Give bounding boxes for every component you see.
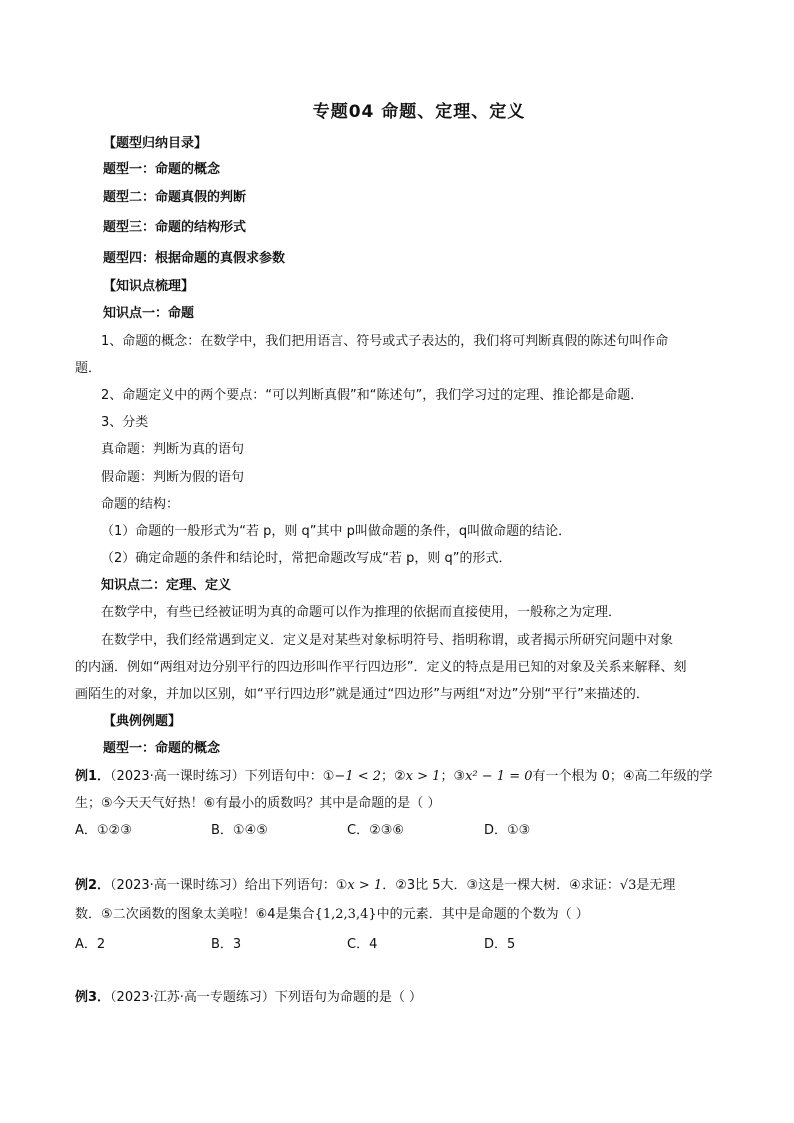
toc-item-1: 题型一：命题的概念 (103, 162, 221, 177)
structure-2: （2）确定命题的条件和结论时，常把命题改写成“若 p，则 q”的形式． (101, 551, 512, 566)
example-2-choice-c[interactable]: C．4 (347, 937, 378, 952)
examples-header: 【典例例题】 (103, 714, 182, 729)
example-2-line-1 (75, 876, 675, 896)
page-title: 专题04 命题、定理、定义 (312, 102, 526, 122)
toc-item-3: 题型三：命题的结构形式 (103, 220, 247, 235)
example-1-text-d: 有一个根为 0；④高二年级的学 (532, 769, 713, 784)
concept-line-1: 1、命题的概念：在数学中，我们把用语言、符号或式子表达的，我们将可判断真假的陈述句叫作命 (101, 334, 669, 349)
definition-line-1: 在数学中，我们经常遇到定义．定义是对某些对象标明符号、指明称谓，或者揭示所研究问题中对象 (101, 633, 674, 648)
definition-line-3: 画陌生的对象，并加以区别，如“平行四边形”就是通过“四边形”与两组“对边”分别“平行”来描述的． (75, 687, 649, 702)
example-2-text-e: 中的元素．其中是命题的个数为（ ） (376, 907, 589, 922)
definition-line-2: 的内涵．例如“两组对边分别平行的四边形叫作平行四边形”．定义的特点是用已知的对象及关系来解释、刻 (75, 660, 687, 675)
example-1-label: 例1． (75, 769, 111, 784)
example-1-choice-c[interactable]: C．②③⑥ (347, 823, 405, 838)
knowledge-header: 【知识点梳理】 (103, 279, 195, 294)
type1-title: 题型一：命题的概念 (103, 741, 221, 756)
toc-item-4: 题型四：根据命题的真假求参数 (103, 251, 286, 266)
classification-title: 3、分类 (101, 415, 149, 430)
structure-title: 命题的结构： (101, 497, 180, 512)
example-1-math-2: x > 1 (405, 769, 441, 784)
point1-title: 知识点一：命题 (103, 306, 195, 321)
example-2-text-c: 是无理 (636, 878, 676, 893)
example-2-sqrt: √3 (619, 878, 637, 893)
structure-1: （1）命题的一般形式为“若 p，则 q”其中 p叫做命题的条件，q叫做命题的结论． (101, 524, 572, 539)
concept-point-2: 2、命题定义中的两个要点：“可以判断真假”和“陈述句”，我们学习过的定理、推论都是命题． (101, 388, 644, 403)
concept-line-2: 题． (75, 361, 102, 376)
true-proposition: 真命题：判断为真的语句 (101, 442, 245, 457)
example-1-text-c: ；③ (440, 769, 466, 784)
example-1-choice-b[interactable]: B．①④⑤ (211, 823, 268, 838)
point2-title: 知识点二：定理、定义 (101, 578, 232, 593)
example-1-text-a: （2023·高一课时练习）下列语句中：① (110, 769, 335, 784)
example-2-choice-b[interactable]: B．3 (211, 937, 242, 952)
example-2-choice-a[interactable]: A．2 (75, 937, 106, 952)
example-1-choice-d[interactable]: D．①③ (484, 823, 531, 838)
example-2-choice-d[interactable]: D．5 (484, 937, 516, 952)
example-2-line-2 (75, 905, 589, 925)
example-1-choice-a[interactable]: A．①②③ (75, 823, 132, 838)
example-1-line-2: 生；⑤今天天气好热！⑥有最小的质数吗？其中是命题的是（ ） (75, 796, 441, 811)
toc-header: 【题型归纳目录】 (103, 136, 208, 151)
example-1-line-1 (75, 767, 713, 787)
toc-item-2: 题型二：命题真假的判断 (103, 190, 247, 205)
false-proposition: 假命题：判断为假的语句 (101, 470, 245, 485)
example-3-line-1 (75, 988, 422, 1008)
example-3-label: 例3． (75, 990, 111, 1005)
example-2-set: {1,2,3,4} (314, 907, 377, 922)
example-3-text: （2023·江苏·高一专题练习）下列语句为命题的是（ ） (110, 990, 423, 1005)
example-1-text-b: ；② (381, 769, 406, 784)
example-1-math-3: x² − 1 = 0 (465, 769, 533, 784)
example-2-math-1: x > 1 (347, 878, 383, 893)
example-2-text-d: 数．⑤二次函数的图象太美啦！⑥4是集合 (75, 907, 315, 922)
example-1-math-1: −1 < 2 (334, 769, 382, 784)
theorem-text: 在数学中，有些已经被证明为真的命题可以作为推理的依据而直接使用，一般称之为定理． (101, 605, 622, 620)
example-2-text-a: （2023·高一课时练习）给出下列语句：① (110, 878, 348, 893)
example-2-label: 例2． (75, 878, 111, 893)
example-2-text-b: ．②3比 5大．③这是一棵大树．④求证： (382, 878, 620, 893)
